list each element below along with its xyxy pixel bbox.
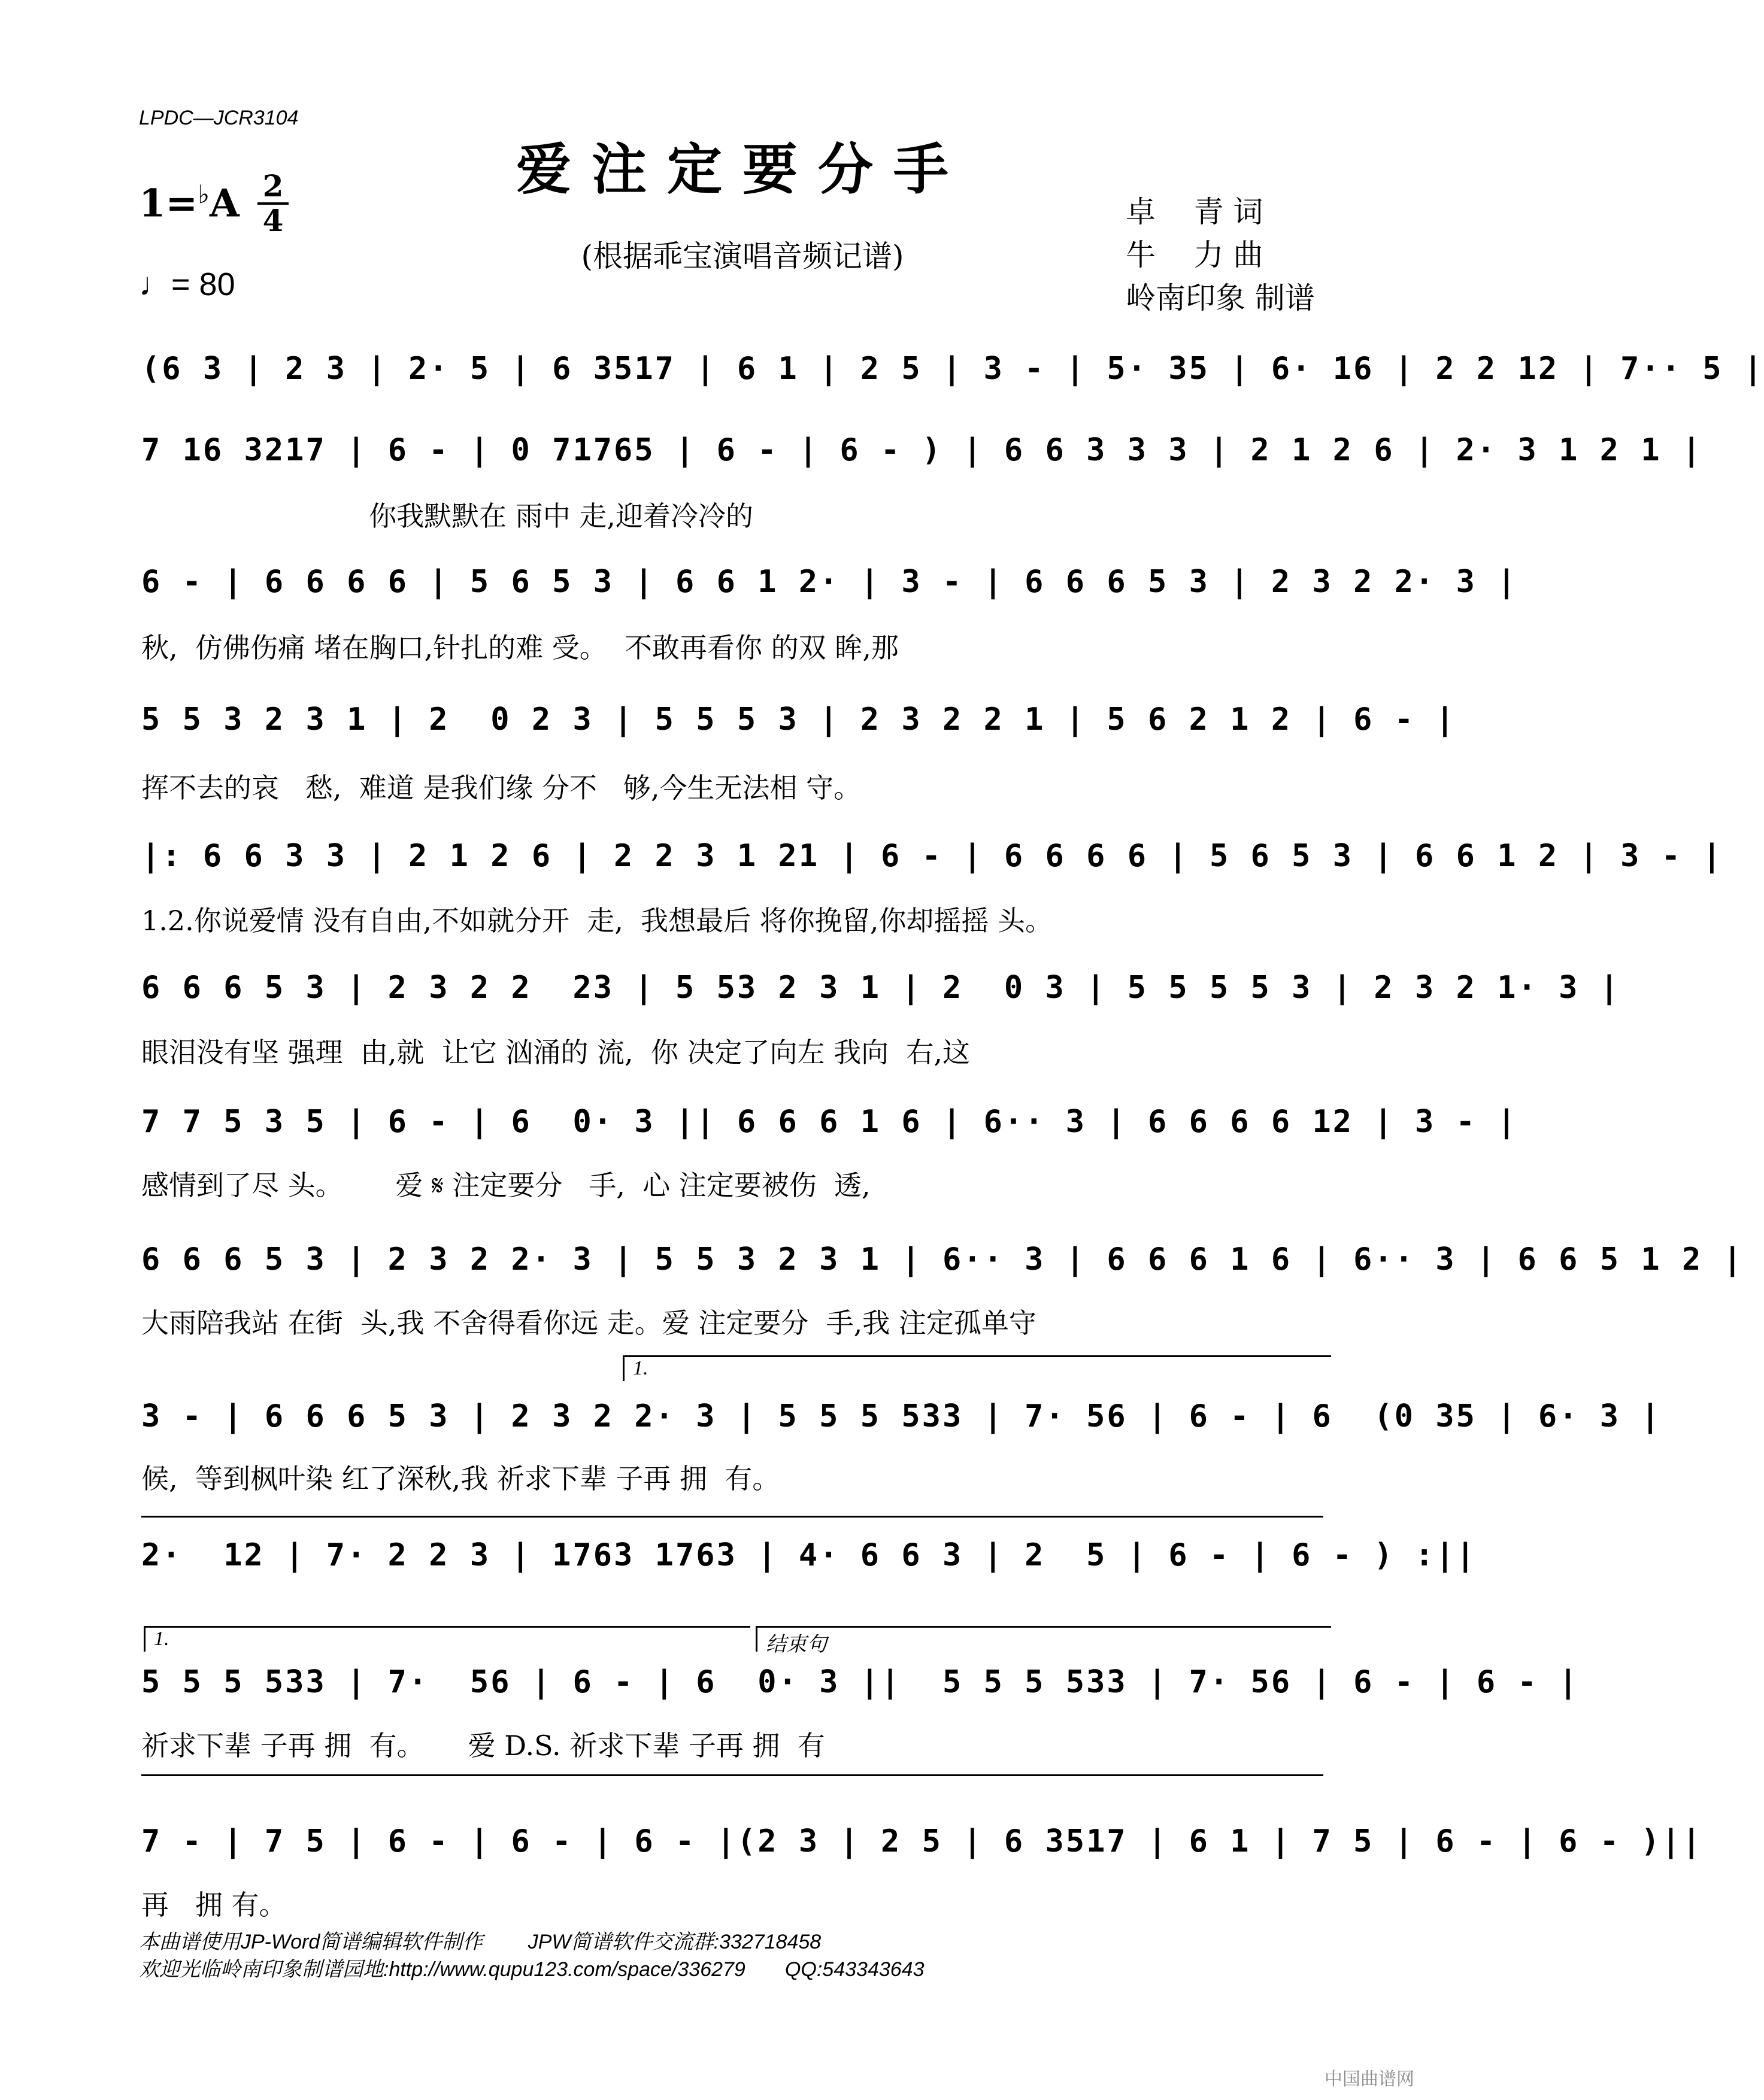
volta-ending-label: 结束句 bbox=[766, 1634, 827, 1656]
score-row-10-notes: 2· 12 | 7· 2 2 3 | 1763 1763 | 4· 6 6 3 | 2 5 | 6 - | 6 - ) :|| bbox=[141, 1537, 1477, 1573]
score-row-2-notes: 7 16 3217 | 6 - | 0 71765 | 6 - | 6 - ) | 6 6 3 3 3 | 2 1 2 6 | 2· 3 1 2 1 | bbox=[141, 432, 1703, 468]
time-signature bbox=[257, 168, 289, 238]
score-row-11-notes: 5 5 5 533 | 7· 56 | 6 - | 6 0· 3 || 5 5 5 533 | 7· 56 | 6 - | 6 - | bbox=[141, 1664, 1580, 1700]
credit-transcriber: 岭南印象 制谱 bbox=[1126, 281, 1315, 315]
score-row-4-notes: 5 5 3 2 3 1 | 2 0 2 3 | 5 5 5 3 | 2 3 2 2 1 | 5 6 2 1 2 | 6 - | bbox=[141, 702, 1456, 738]
score-row-3-notes: 6 - | 6 6 6 6 | 5 6 5 3 | 6 6 1 2· | 3 - | 6 6 6 5 3 | 2 3 2 2· 3 | bbox=[141, 564, 1518, 600]
credits bbox=[1126, 190, 1315, 320]
score-row-6-notes: 6 6 6 5 3 | 2 3 2 2 23 | 5 53 2 3 1 | 2 0 3 | 5 5 5 5 3 | 2 3 2 1· 3 | bbox=[141, 970, 1621, 1006]
score-row-8-lyrics: 大雨陪我站 在街 头,我 不舍得看你远 走。爱 注定要分 手,我 注定孤单守 bbox=[141, 1307, 1036, 1339]
flat-sign: ♭ bbox=[198, 180, 210, 209]
volta-first-ending bbox=[623, 1355, 1331, 1381]
score-row-5-lyrics: 1.2.你说爱情 没有自由,不如就分开 走, 我想最后 将你挽留,你却摇摇 头。 bbox=[141, 905, 1053, 937]
volta-first-b-label: 1. bbox=[154, 1628, 169, 1650]
key-signature bbox=[139, 180, 240, 226]
score-row-2-lyrics: 你我默默在 雨中 走,迎着冷冷的 bbox=[141, 500, 754, 532]
score-code: LPDC—JCR3104 bbox=[139, 107, 299, 129]
score-row-8-notes: 6 6 6 5 3 | 2 3 2 2· 3 | 5 5 3 2 3 1 | 6·· 3 | 6 6 6 1 6 | 6·· 3 | 6 6 5 1 2 | bbox=[141, 1242, 1744, 1277]
song-subtitle: (根据乖宝演唱音频记谱) bbox=[581, 239, 904, 274]
credit-composer: 牛 力 曲 bbox=[1126, 238, 1263, 272]
score-row-7-notes: 7 7 5 3 5 | 6 - | 6 0· 3 || 6 6 6 1 6 | 6·· 3 | 6 6 6 6 12 | 3 - | bbox=[141, 1104, 1518, 1140]
coda-line bbox=[141, 1774, 1323, 1776]
score-row-7-lyrics: 感情到了尽 头。 爱 𝄋 注定要分 手, 心 注定要被伤 透, bbox=[141, 1169, 871, 1201]
footer-website-note: 欢迎光临岭南印象制谱园地:http://www.qupu123.com/space/336279 QQ:543343643 bbox=[139, 1958, 925, 1981]
time-top: 2 bbox=[262, 168, 284, 204]
volta-ending-phrase bbox=[756, 1626, 1331, 1656]
score-row-11-lyrics: 祈求下辈 子再 拥 有。 爱 D.S. 祈求下辈 子再 拥 有 bbox=[141, 1729, 825, 1762]
score-row-3-lyrics: 秋, 仿佛伤痛 堵在胸口,针扎的难 受。 不敢再看你 的双 眸,那 bbox=[141, 632, 899, 664]
volta-first-label: 1. bbox=[633, 1357, 648, 1379]
key-note: A bbox=[209, 181, 240, 226]
score-row-1-notes: (6 3 | 2 3 | 2· 5 | 6 3517 | 6 1 | 2 5 | 3 - | 5· 35 | 6· 16 | 2 2 12 | 7·· 5 | bbox=[141, 351, 1764, 387]
score-row-12-notes: 7 - | 7 5 | 6 - | 6 - | 6 - |(2 3 | 2 5 | 6 3517 | 6 1 | 7 5 | 6 - | 6 - )|| bbox=[141, 1823, 1703, 1859]
time-bottom: 4 bbox=[262, 203, 284, 238]
score-row-9-lyrics: 候, 等到枫叶染 红了深秋,我 祈求下辈 子再 拥 有。 bbox=[141, 1462, 780, 1495]
key-label: 1= bbox=[139, 181, 198, 226]
watermark-logo: 中国曲谱网 bbox=[1324, 2069, 1414, 2090]
score-row-4-lyrics: 挥不去的哀 愁, 难道 是我们缘 分不 够,今生无法相 守。 bbox=[141, 772, 862, 804]
footer-software-note: 本曲谱使用JP-Word简谱编辑软件制作 JPW简谱软件交流群:332718458 bbox=[139, 1931, 822, 1953]
repeat-bracket-line bbox=[141, 1516, 1323, 1518]
score-row-12-lyrics: 再 拥 有。 bbox=[141, 1889, 287, 1921]
song-title: 爱注定要分手 bbox=[516, 137, 969, 202]
score-row-9-notes: 3 - | 6 6 6 5 3 | 2 3 2 2· 3 | 5 5 5 533 | 7· 56 | 6 - | 6 (0 35 | 6· 3 | bbox=[141, 1398, 1662, 1434]
score-row-5-notes: |: 6 6 3 3 | 2 1 2 6 | 2 2 3 1 21 | 6 - | 6 6 6 6 | 5 6 5 3 | 6 6 1 2 | 3 - | bbox=[141, 838, 1723, 874]
volta-first-ending-b bbox=[144, 1626, 750, 1652]
tempo-marking: ♩= 80 bbox=[139, 266, 235, 302]
credit-lyricist: 卓 青 词 bbox=[1126, 195, 1263, 229]
score-row-6-lyrics: 眼泪没有坚 强理 由,就 让它 汹涌的 流, 你 决定了向左 我向 右,这 bbox=[141, 1036, 970, 1069]
